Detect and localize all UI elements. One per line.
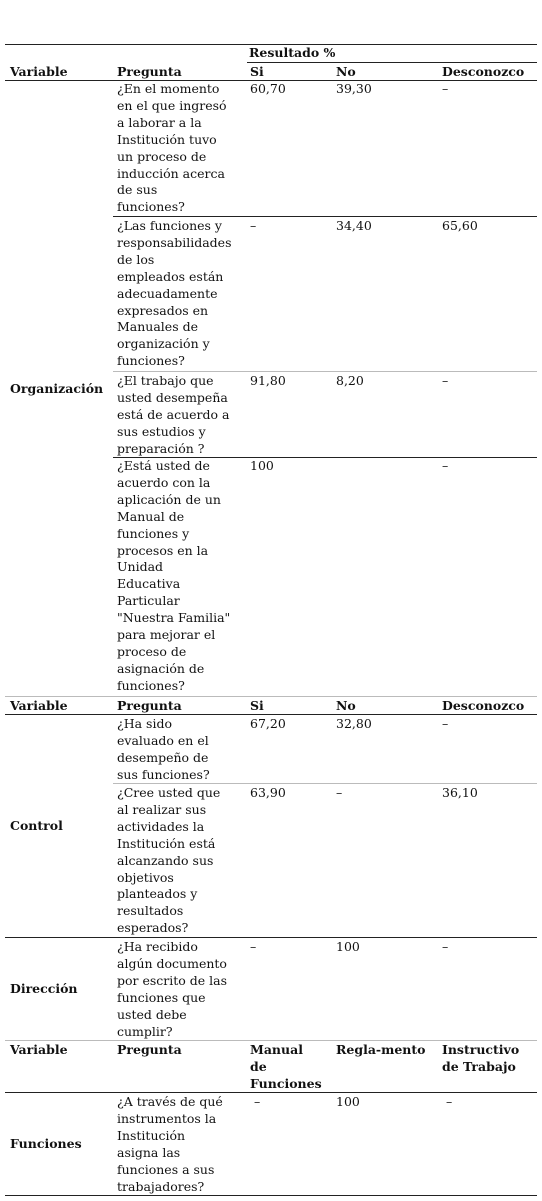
reglamento-cell: 100: [336, 1094, 360, 1109]
header-instructivo-de-trabajo: Instructivo de Trabajo: [442, 1042, 520, 1074]
no-cell: 39,30: [336, 81, 372, 96]
row-rule: [113, 216, 537, 217]
no-cell: –: [336, 785, 343, 800]
variable-organizacion: Organización: [10, 381, 104, 396]
question-cell: ¿Ha recibido algún documento por escrito de las funciones que usted debe cumplir?: [117, 939, 228, 1039]
no-cell: 100: [336, 939, 360, 954]
question-cell: ¿Está usted de acuerdo con la aplicación de un Manual de funciones y procesos en la Unidad Educativa Particular "Nuestra Familia" para mejorar el proceso de asignación de funciones?: [117, 458, 231, 693]
desconozco-cell: –: [442, 939, 449, 954]
section-rule: [5, 696, 537, 697]
si-cell: –: [250, 218, 257, 233]
header-desconozco: Desconozco: [442, 64, 525, 79]
desconozco-cell: 65,60: [442, 218, 478, 233]
question-cell: ¿Cree usted que al realizar sus actividades la Institución está alcanzando sus objetivos planteados y resultados esperados?: [117, 785, 221, 936]
header-manual-de-funciones: Manual de Funciones: [250, 1042, 322, 1091]
row-rule: [113, 371, 537, 372]
header-desconozco: Desconozco: [442, 698, 525, 713]
question-cell: ¿En el momento en el que ingresó a laborar a la Institución tuvo un proceso de inducción acerca de sus funciones?: [117, 81, 227, 215]
result-group-header: Resultado %: [249, 45, 336, 60]
header-rule: [5, 1092, 537, 1093]
header-variable: Variable: [10, 1042, 68, 1057]
header-si: Si: [250, 64, 264, 79]
no-cell: 32,80: [336, 716, 372, 731]
header-no: No: [336, 698, 356, 713]
question-cell: ¿Las funciones y responsabilidades de los empleados están adecuadamente expresados en Manuales de organización y funciones?: [117, 218, 232, 369]
variable-direccion: Dirección: [10, 981, 78, 996]
desconozco-cell: 36,10: [442, 785, 478, 800]
si-cell: –: [250, 939, 257, 954]
question-cell: ¿Ha sido evaluado en el desempeño de sus funciones?: [117, 716, 210, 782]
question-cell: ¿A través de qué instrumentos la Institución asigna las funciones a sus trabajadores?: [117, 1094, 223, 1194]
si-cell: 100: [250, 458, 274, 473]
manual-cell: –: [250, 1094, 261, 1109]
header-no: No: [336, 64, 356, 79]
header-pregunta: Pregunta: [117, 698, 182, 713]
header-variable: Variable: [10, 698, 68, 713]
section-rule: [5, 937, 537, 938]
si-cell: 63,90: [250, 785, 286, 800]
header-si: Si: [250, 698, 264, 713]
desconozco-cell: –: [442, 373, 449, 388]
header-reglamento: Regla-mento: [336, 1042, 426, 1057]
row-rule: [113, 783, 537, 784]
header-variable: Variable: [10, 64, 68, 79]
variable-funciones: Funciones: [10, 1136, 82, 1151]
variable-control: Control: [10, 818, 63, 833]
section-rule: [5, 1040, 537, 1041]
bottom-rule: [5, 1195, 537, 1196]
group-rule: [247, 62, 537, 63]
instructivo-cell: –: [442, 1094, 453, 1109]
header-rule: [5, 714, 537, 715]
no-cell: 34,40: [336, 218, 372, 233]
no-cell: 8,20: [336, 373, 364, 388]
header-pregunta: Pregunta: [117, 64, 182, 79]
si-cell: 67,20: [250, 716, 286, 731]
desconozco-cell: –: [442, 458, 449, 473]
question-cell: ¿El trabajo que usted desempeña está de acuerdo a sus estudios y preparación ?: [117, 373, 230, 456]
si-cell: 91,80: [250, 373, 286, 388]
desconozco-cell: –: [442, 716, 449, 731]
si-cell: 60,70: [250, 81, 286, 96]
desconozco-cell: –: [442, 81, 449, 96]
header-pregunta: Pregunta: [117, 1042, 182, 1057]
